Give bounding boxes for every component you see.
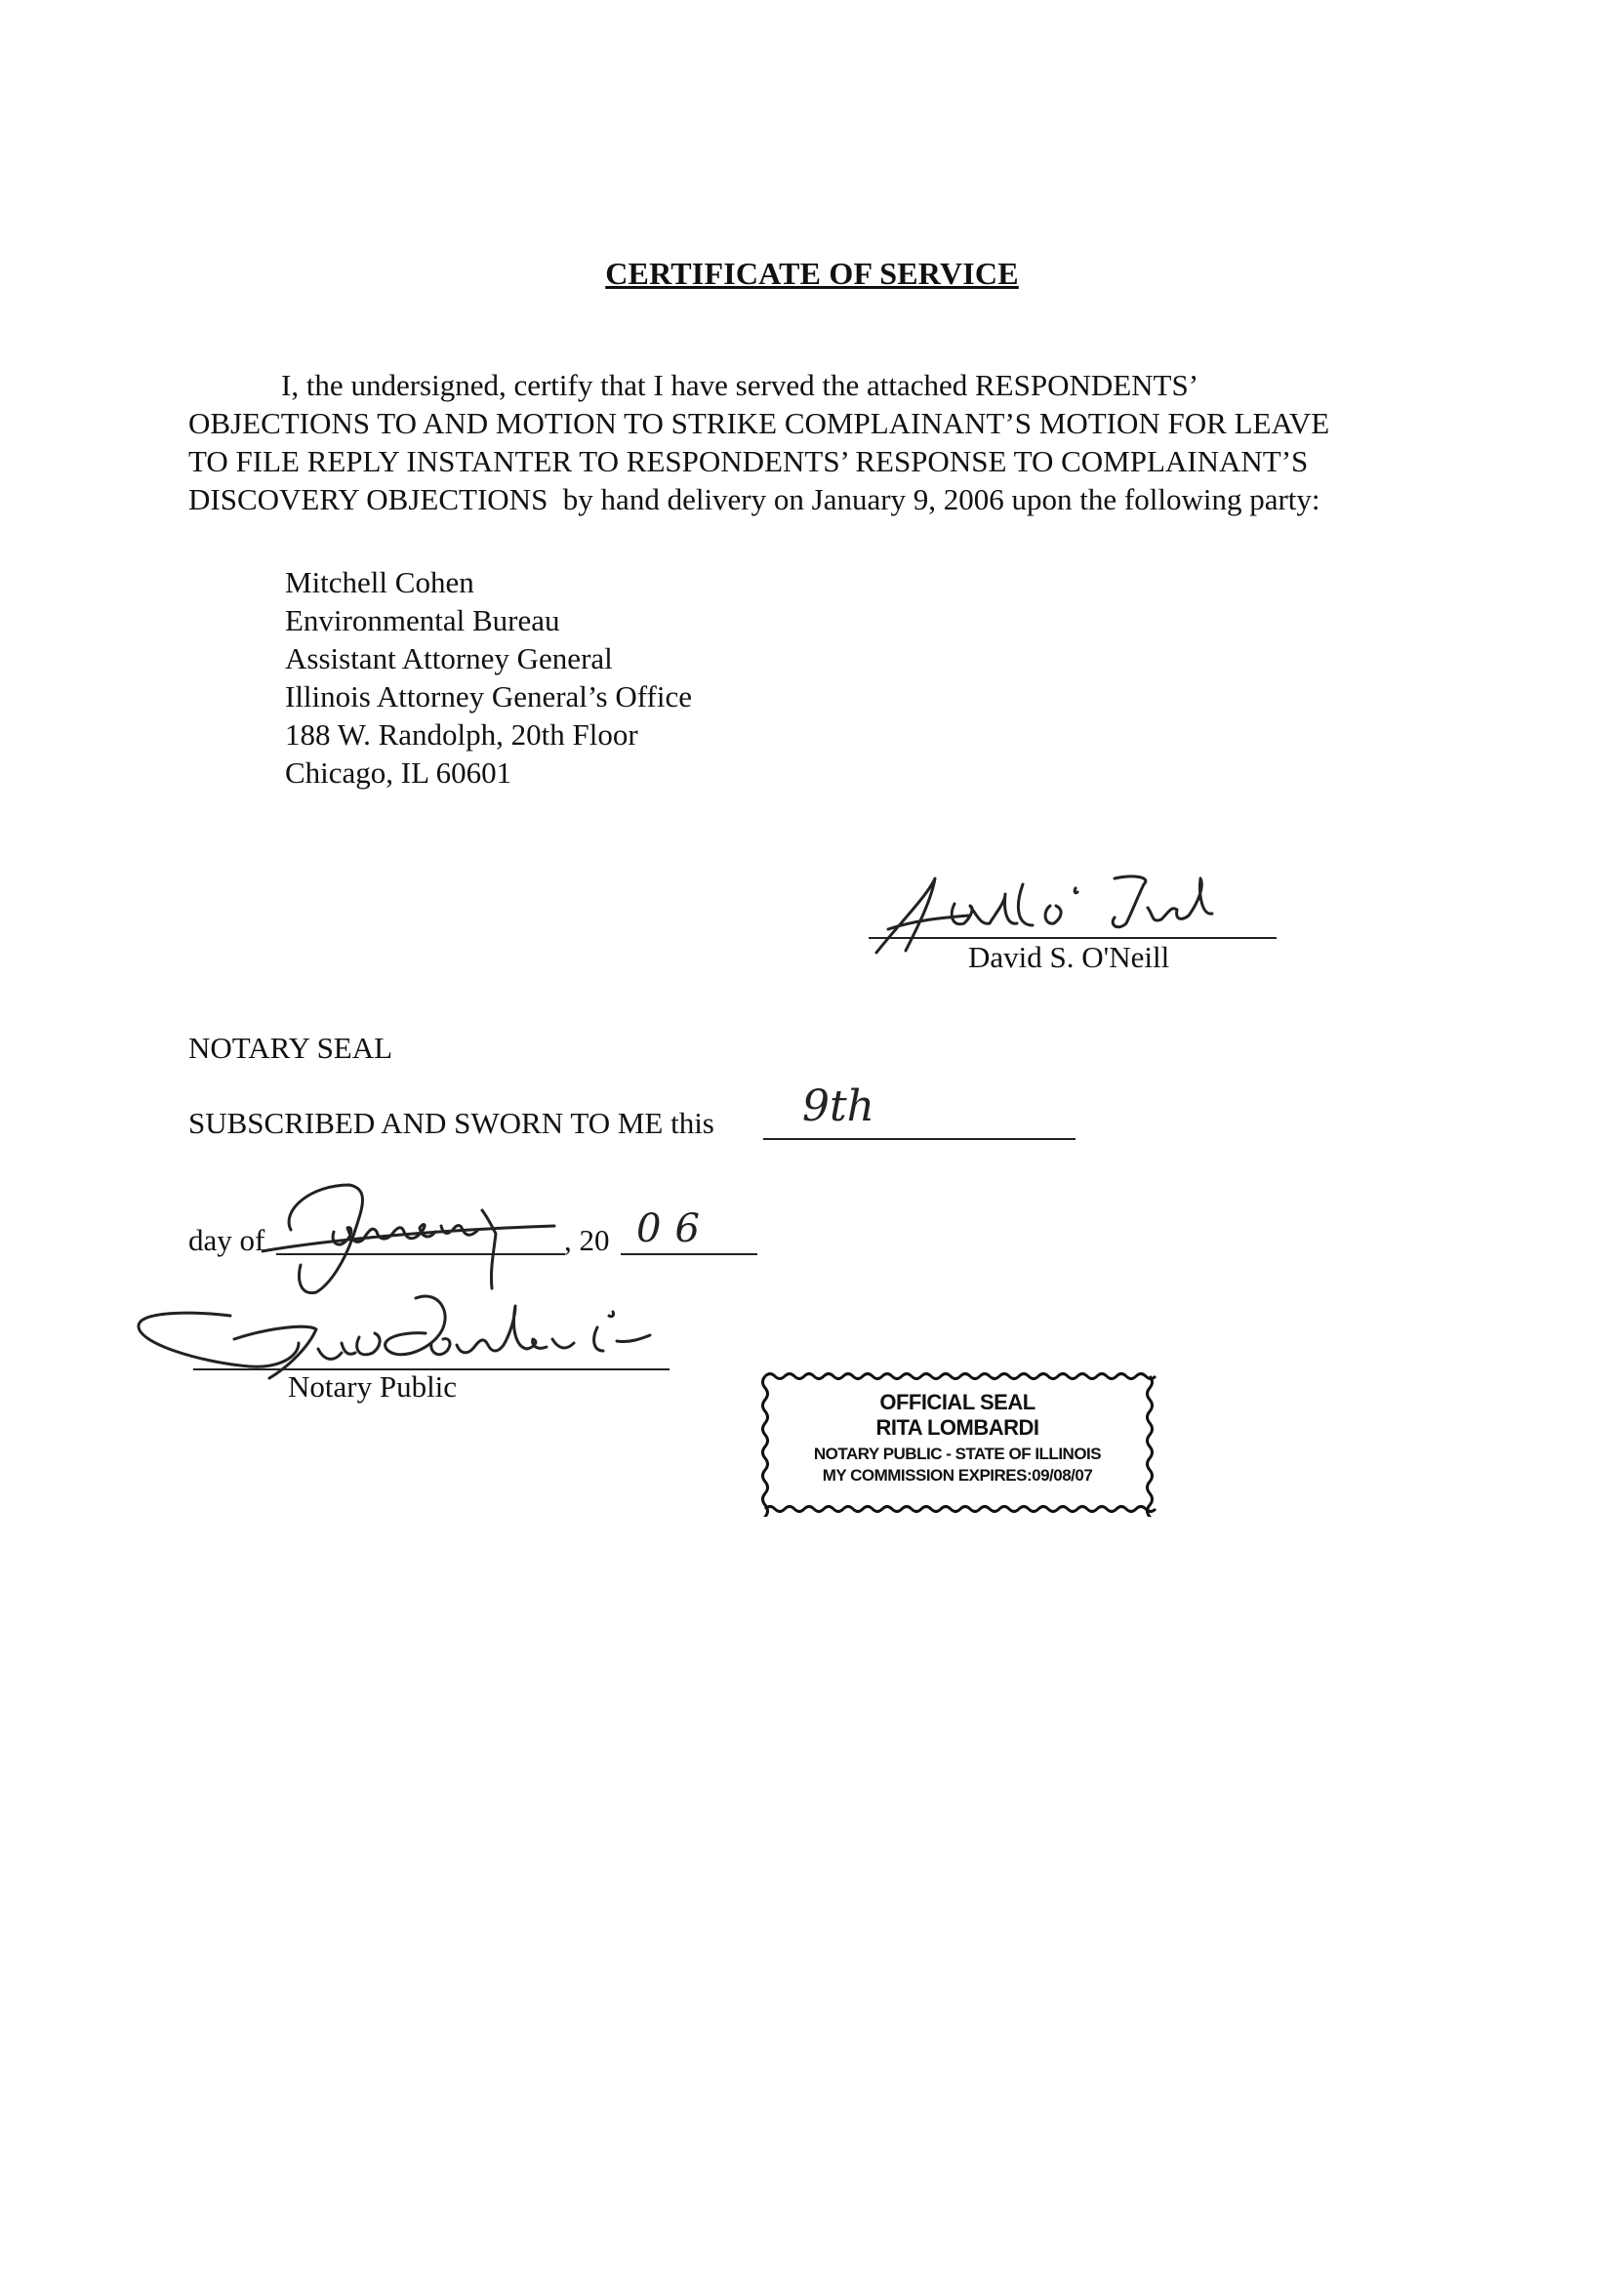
address-line-5: 188 W. Randolph, 20th Floor bbox=[285, 717, 638, 752]
year-line bbox=[621, 1253, 757, 1255]
year-prefix: , 20 bbox=[564, 1223, 610, 1257]
body-line-1: I, the undersigned, certify that I have served the attached RESPONDENTS’ bbox=[281, 368, 1199, 402]
notary-seal-label: NOTARY SEAL bbox=[188, 1031, 393, 1065]
notary-public-label: Notary Public bbox=[288, 1369, 458, 1404]
seal-name: RITA LOMBARDI bbox=[875, 1415, 1039, 1440]
official-seal-stamp bbox=[757, 1368, 1157, 1517]
body-line-2: OBJECTIONS TO AND MOTION TO STRIKE COMPLAINANT’S MOTION FOR LEAVE bbox=[188, 406, 1330, 440]
sworn-text: SUBSCRIBED AND SWORN TO ME this bbox=[188, 1106, 714, 1140]
seal-expiry: MY COMMISSION EXPIRES:09/08/07 bbox=[822, 1466, 1093, 1485]
signer-name: David S. O'Neill bbox=[968, 940, 1170, 974]
body-line-3: TO FILE REPLY INSTANTER TO RESPONDENTS’ RESPONSE TO COMPLAINANT’S bbox=[188, 444, 1309, 478]
seal-state: NOTARY PUBLIC - STATE OF ILLINOIS bbox=[813, 1445, 1102, 1463]
address-line-4: Illinois Attorney General’s Office bbox=[285, 679, 692, 713]
body-line-4: DISCOVERY OBJECTIONS by hand delivery on January 9, 2006 upon the following party: bbox=[188, 482, 1320, 516]
document-title: CERTIFICATE OF SERVICE bbox=[605, 256, 1019, 291]
address-line-3: Assistant Attorney General bbox=[285, 641, 613, 675]
address-line-1: Mitchell Cohen bbox=[285, 565, 474, 599]
seal-title: OFFICIAL SEAL bbox=[879, 1390, 1035, 1414]
day-of-label: day of bbox=[188, 1223, 265, 1257]
sworn-day-line bbox=[763, 1138, 1076, 1140]
address-line-2: Environmental Bureau bbox=[285, 603, 560, 637]
year-handwritten: 06 bbox=[636, 1206, 713, 1251]
sworn-day-handwritten: 9th bbox=[802, 1081, 875, 1131]
address-line-6: Chicago, IL 60601 bbox=[285, 755, 512, 790]
month-signature bbox=[262, 1171, 574, 1298]
